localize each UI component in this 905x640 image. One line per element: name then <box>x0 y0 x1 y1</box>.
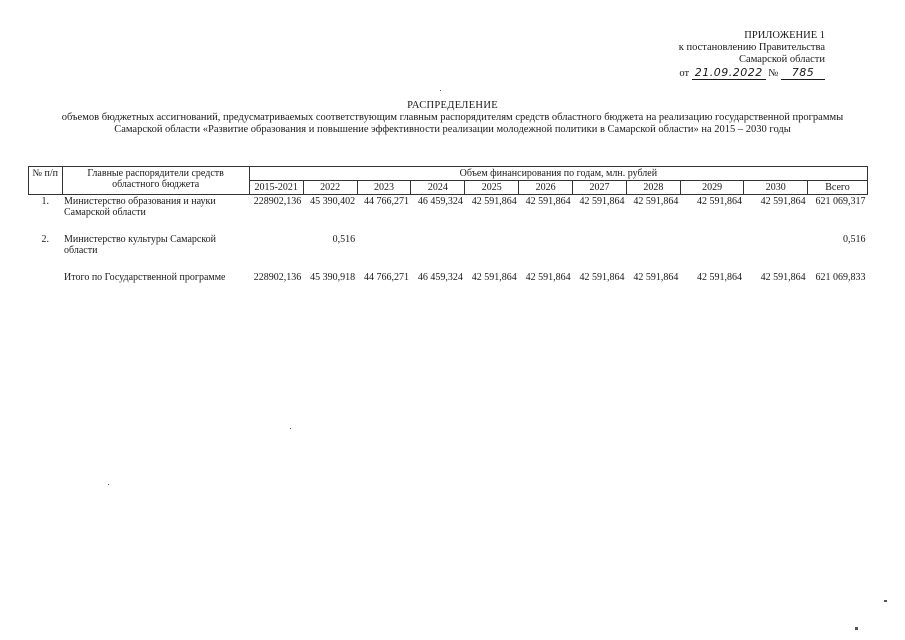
row-total: 0,516 <box>843 234 866 245</box>
header-year: 2023 <box>357 181 411 195</box>
row-distributor: Министерство культуры Самарской области <box>64 234 217 256</box>
header-year: 2022 <box>303 181 357 195</box>
total-value: 46 459,324 <box>417 272 463 283</box>
handwritten-number: 785 <box>781 67 825 80</box>
header-year: 2015-2021 <box>249 181 303 195</box>
row-distributor: Министерство образования и науки Самарской области <box>64 196 216 218</box>
total-label: Итого по Государственной программе <box>64 272 226 283</box>
total-value: 42 591,864 <box>633 272 679 283</box>
row-value: 42 591,864 <box>633 196 679 207</box>
header-year: 2025 <box>465 181 519 195</box>
row-value: 42 591,864 <box>760 196 806 207</box>
row-value <box>680 233 744 257</box>
row-value: 42 591,864 <box>696 196 742 207</box>
document-title: РАСПРЕДЕЛЕНИЕ <box>407 100 498 111</box>
date-prefix: от <box>679 68 690 79</box>
total-value: 42 591,864 <box>525 272 571 283</box>
row-value: 0,516 <box>332 234 356 245</box>
header-year: 2030 <box>744 181 808 195</box>
header-year: 2026 <box>519 181 573 195</box>
row-value <box>249 233 303 257</box>
row-value <box>626 233 680 257</box>
total-value: 44 766,271 <box>363 272 409 283</box>
row-value <box>357 233 411 257</box>
table-row <box>29 195 868 220</box>
row-value: 42 591,864 <box>579 196 625 207</box>
document-heading <box>20 100 885 136</box>
number-prefix: № <box>768 68 779 79</box>
appendix-decree-line: к постановлению Правительства <box>678 42 825 53</box>
row-value <box>465 233 519 257</box>
handwritten-date: 21.09.2022 <box>692 67 766 80</box>
row-value <box>519 233 573 257</box>
row-total: 621 069,317 <box>815 196 866 207</box>
row-value: 44 766,271 <box>363 196 409 207</box>
appendix-date-number-line <box>625 67 825 80</box>
total-value: 42 591,864 <box>696 272 742 283</box>
header-distributor: Главные распорядители средств областного бюджета <box>62 167 249 195</box>
row-number: 2. <box>41 234 49 245</box>
distribution-table <box>28 166 868 284</box>
row-value: 228902,136 <box>253 196 302 207</box>
header-total: Всего <box>808 181 868 195</box>
table-row <box>29 233 868 257</box>
scan-speck <box>884 600 887 602</box>
document-subtitle-line1: объемов бюджетных ассигнований, предусматриваемых соответствующим главным распорядителям средств областного бюджета на реализацию государственной программы <box>61 112 844 123</box>
total-value: 228902,136 <box>253 272 302 283</box>
appendix-title: ПРИЛОЖЕНИЕ 1 <box>744 30 825 41</box>
total-value: 45 390,918 <box>310 272 356 283</box>
row-value: 45 390,402 <box>310 196 356 207</box>
scan-speck <box>855 627 858 630</box>
row-value <box>411 233 465 257</box>
header-financing-group: Объем финансирования по годам, млн. рублей <box>249 167 867 181</box>
header-year: 2028 <box>626 181 680 195</box>
header-year: 2024 <box>411 181 465 195</box>
total-value: 42 591,864 <box>760 272 806 283</box>
row-value <box>744 233 808 257</box>
row-value: 46 459,324 <box>417 196 463 207</box>
appendix-region-line: Самарской области <box>739 54 825 65</box>
appendix-block <box>625 30 825 80</box>
header-year: 2027 <box>573 181 627 195</box>
document-subtitle-line2: Самарской области «Развитие образования и повышение эффективности реализации молодежной политики в Самарской области» на 2015 – 2030 годы <box>114 124 791 135</box>
row-value <box>573 233 627 257</box>
scan-speck <box>440 90 441 91</box>
header-number: № п/п <box>29 167 63 195</box>
scan-speck <box>108 484 109 485</box>
total-value: 42 591,864 <box>579 272 625 283</box>
total-grand-value: 621 069,833 <box>815 272 866 283</box>
row-value: 42 591,864 <box>525 196 571 207</box>
header-year: 2029 <box>680 181 744 195</box>
scan-speck <box>290 428 291 429</box>
total-value: 42 591,864 <box>471 272 517 283</box>
row-number: 1. <box>41 196 49 207</box>
total-row <box>29 271 868 284</box>
row-value: 42 591,864 <box>471 196 517 207</box>
